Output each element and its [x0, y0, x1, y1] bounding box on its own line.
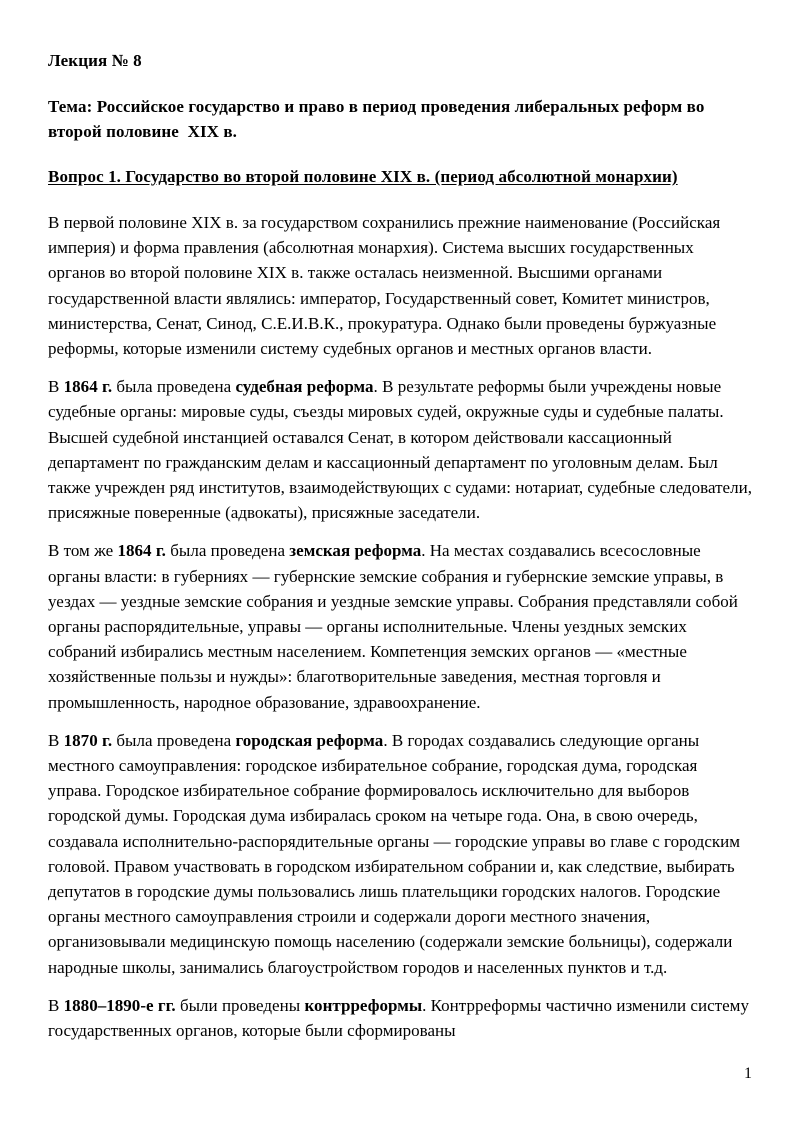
text-run: . В результате реформы были учреждены новые судебные органы: мировые суды, съезды мировых судей, окружные суды и судебные палаты. Высшей судебной инстанцией оставался Сенат, в котором действовали кассационный департамент по гражданским делам и кассационный департамент по уголовным делам. Был также учрежден ряд институтов, взаимодействующих с судами: нотариат, судебные следователи, присяжные поверенные (адвокаты), присяжные заседатели. — [48, 377, 752, 523]
text-run: была проведена — [165, 541, 290, 561]
paragraph-city-reform — [48, 728, 752, 980]
bold-years-1880-1890: 1880–1890-е гг. — [63, 995, 176, 1015]
paragraph-judicial-reform — [48, 374, 752, 525]
text-run: . Контрреформы частично изменили систему государственных органов, которые были сформированы — [48, 995, 749, 1041]
document-body — [48, 48, 752, 1043]
bold-year-1870: 1870 г. — [63, 730, 113, 750]
text-run: была проведена — [112, 730, 236, 750]
text-run: были проведены — [175, 995, 305, 1015]
bold-year-1864: 1864 г. — [117, 541, 166, 561]
paragraph-absolute-monarchy — [48, 210, 752, 361]
page-number: 1 — [744, 1065, 752, 1082]
text-run: В том же — [48, 541, 118, 561]
paragraph-counter-reforms — [48, 993, 752, 1043]
bold-year-1864: 1864 г. — [63, 377, 113, 397]
text-run: . На местах создавались всесословные органы власти: в губерниях — губернские земские собрания и губернские земские управы, в уездах — уездные земские собрания и уездные земские управы. Собрания представляли собой органы распорядительные, управы — органы исполнительные. Члены уездных земских собраний избирались местным населением. Компетенция земских органов — «местные хозяйственные пользы и нужды»: благотворительные заведения, местная торговля и промышленность, народное образование, здравоохранение. — [48, 541, 738, 712]
topic-heading: Тема: Российское государство и право в период проведения либеральных реформ во второй половине XIX в. — [48, 97, 709, 141]
paragraph-zemstvo-reform — [48, 538, 752, 714]
lecture-title: Лекция № 8 — [48, 51, 142, 70]
text-run: В — [48, 995, 64, 1015]
bold-judicial-reform: судебная реформа — [235, 377, 374, 397]
question-heading: Вопрос 1. Государство во второй половине XIX в. (период абсолютной монархии) — [48, 167, 678, 186]
bold-zemstvo-reform: земская реформа — [289, 541, 422, 561]
text-run: была проведена — [112, 377, 236, 397]
bold-city-reform: городская реформа — [235, 730, 384, 750]
paragraph-text: В первой половине XIX в. за государством сохранились прежние наименование (Российская империя) и форма правления (абсолютная монархия). Система высших государственных органов во второй половине XIX в. также осталась неизменной. Высшими органами государственной власти являлись: император, Государственный совет, Комитет министров, министерства, Сенат, Синод, С.Е.И.В.К., прокуратура. Однако были проведены буржуазные реформы, которые изменили систему судебных органов и местных органов власти. — [48, 213, 721, 359]
text-run: В — [48, 730, 64, 750]
bold-counter-reforms: контрреформы — [304, 995, 423, 1015]
text-run: В — [48, 377, 64, 397]
text-run: . В городах создавались следующие органы местного самоуправления: городское избирательное собрание, городская дума, городская управа. Городское избирательное собрание формировалось исключительно для выборов городской думы. Городская дума избиралась сроком на четыре года. Она, в свою очередь, создавала исполнительно-распорядительные органы — городские управы во главе с городским головой. Правом участвовать в городском избирательном собрании и, как следствие, выбирать депутатов в городские думы пользовались лишь плательщики городских налогов. Городские органы местного самоуправления строили и содержали дороги местного значения, организовывали медицинскую помощь населению (содержали земские больницы), содержали народные школы, занимались благоустройством городов и населенных пунктов и т.д. — [48, 730, 741, 977]
